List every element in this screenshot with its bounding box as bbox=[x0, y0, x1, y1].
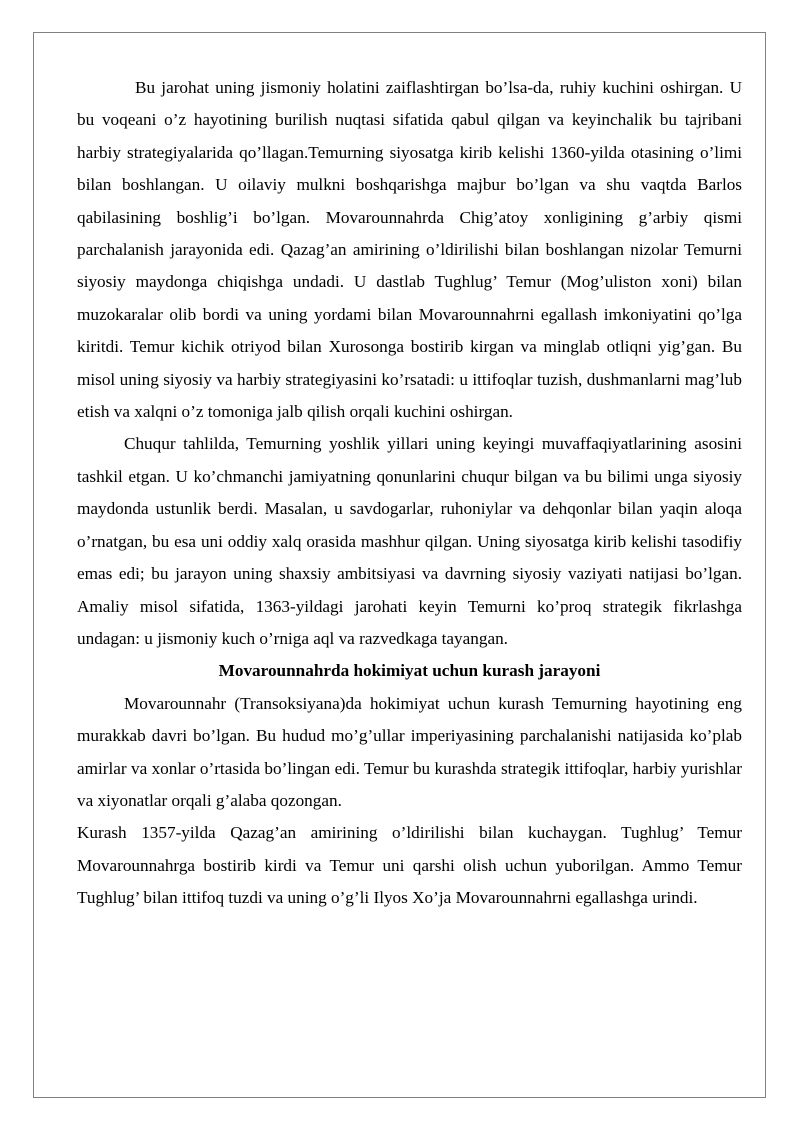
document-body bbox=[77, 72, 742, 915]
paragraph: Movarounnahr (Transoksiyana)da hokimiyat uchun kurash Temurning hayotining eng murakkab davri bo’lgan. Bu hudud mo’g’ullar imperiyasining parchalanishi natijasida ko’plab amirlar va xonlar o’rtasida bo’lingan edi. Temur bu kurashda strategik ittifoqlar, harbiy yurishlar va xiyonatlar orqali g’alaba qozongan. bbox=[77, 693, 742, 810]
section-heading: Movarounnahrda hokimiyat uchun kurash jarayoni bbox=[218, 661, 601, 681]
paragraph: Kurash 1357-yilda Qazag’an amirining o’ldirilishi bilan kuchaygan. Tughlug’ Temur Movarounnahrga bostirib kirdi va Temur uni qarshi olish uchun yuborilgan. Ammo Temur Tughlug’ bilan ittifoq tuzdi va uning o’g’li Ilyos Xo’ja Movarounnahrni egallashga urindi. bbox=[77, 823, 742, 908]
paragraph: Bu jarohat uning jismoniy holatini zaiflashtirgan bo’lsa-da, ruhiy kuchini oshirgan. U bu voqeani o’z hayotining burilish nuqtasi sifatida qabul qilgan va keyinchalik bu tajribani harbiy strategiyalarida qo’llagan.Temurning siyosatga kirib kelishi 1360-yilda otasining o’limi bilan boshlangan. U oilaviy mulkni boshqarishga majbur bo’lgan va shu vaqtda Barlos qabilasining boshlig’i bo’lgan. Movarounnahrda Chig’atoy xonligining g’arbiy qismi parchalanish jarayonida edi. Qazag’an amirining o’ldirilishi bilan boshlangan nizolar Temurni siyosiy maydonga chiqishga undadi. U dastlab Tughlug’ Temur (Mog’uliston xoni) bilan muzokaralar olib bordi va uning yordami bilan Movarounnahrni egallash imkoniyatini qo’lga kiritdi. Temur kichik otriyod bilan Xurosonga bostirib kirgan va minglab otliqni yig’gan. Bu misol uning siyosiy va harbiy strategiyasini ko’rsatadi: u ittifoqlar tuzish, dushmanlarni mag’lub etish va xalqni o’z tomoniga jalb qilish orqali kuchini oshirgan. bbox=[77, 78, 742, 422]
paragraph: Chuqur tahlilda, Temurning yoshlik yillari uning keyingi muvaffaqiyatlarining asosini tashkil etgan. U ko’chmanchi jamiyatning qonunlarini chuqur bilgan va bu bilimi unga siyosiy maydonda ustunlik berdi. Masalan, u savdogarlar, ruhoniylar va dehqonlar bilan yaqin aloqa o’rnatgan, bu esa uni oddiy xalq orasida mashhur qilgan. Uning siyosatga kirib kelishi tasodifiy emas edi; bu jarayon uning shaxsiy ambitsiyasi va davrning siyosiy vaziyati natijasi bo’lgan. Amaliy misol sifatida, 1363-yildagi jarohati keyin Temurni ko’proq strategik fikrlashga undagan: u jismoniy kuch o’rniga aql va razvedkaga tayangan. bbox=[77, 434, 742, 648]
